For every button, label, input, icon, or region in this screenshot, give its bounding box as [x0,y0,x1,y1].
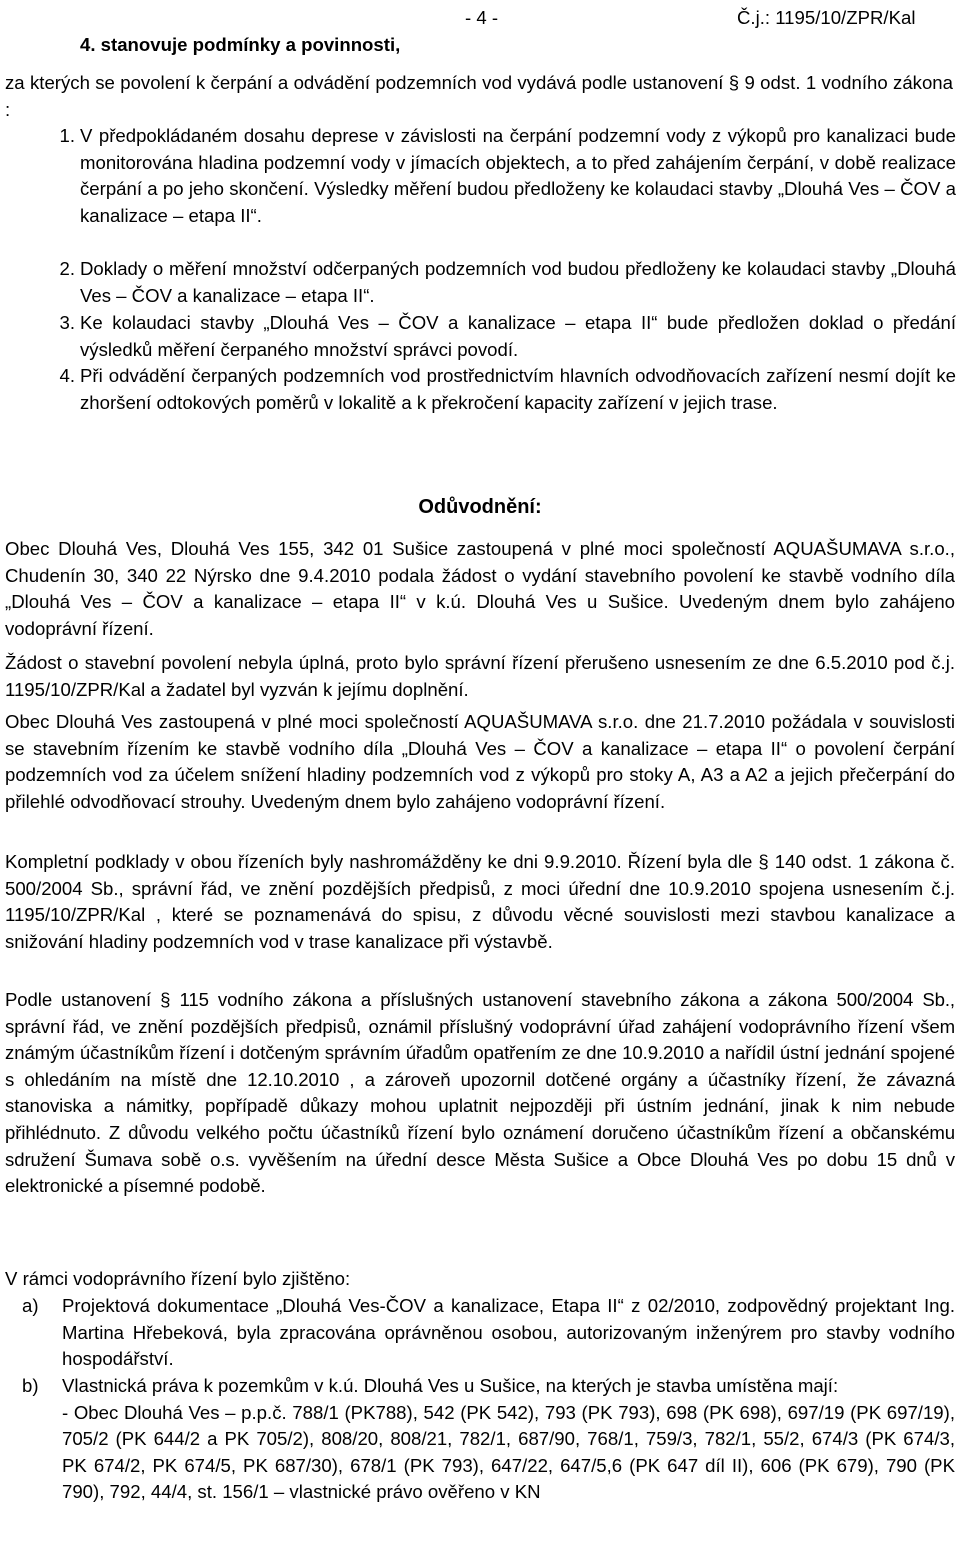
condition-item [59,123,956,229]
finding-label: b) [22,1375,39,1396]
condition-number: 1. [59,125,75,146]
condition-item [59,310,956,363]
justification-paragraph: Kompletní podklady v obou řízeních byly nashromážděny ke dni 9.9.2010. Řízení byla dle § 140 odst. 1 zákona č. 500/2004 Sb., správní řád, ve znění pozdějších předpisů, z moci úřední dne 10.9.2010 spojena usnesením č.j. 1195/10/ZPR/Kal , které se poznamenává do spisu, z důvodu věcné souvislosti mezi stavbou kanalizace a snižování hladiny podzemních vod v trase kanalizace při výstavbě. [5,851,955,952]
condition-number: 2. [59,258,75,279]
condition-number: 3. [59,312,75,333]
condition-text: Při odvádění čerpaných podzemních vod prostřednictvím hlavních odvodňovacích zařízení nesmí dojít ke zhoršení odtokových poměrů v lokalitě a k překročení kapacity zařízení v jejich trase. [80,365,956,413]
condition-number: 4. [59,365,75,386]
justification-paragraph: Žádost o stavební povolení nebyla úplná, proto bylo správní řízení přerušeno usnesením ze dne 6.5.2010 pod č.j. 1195/10/ZPR/Kal a žadatel byl vyzván k jejímu doplnění. [5,652,955,700]
condition-text: Doklady o měření množství odčerpaných podzemních vod budou předloženy ke kolaudaci stavby „Dlouhá Ves – ČOV a kanalizace – etapa II“. [80,258,956,306]
finding-item [22,1373,955,1506]
finding-text: Vlastnická práva k pozemkům v k.ú. Dlouhá Ves u Sušice, na kterých je stavba umístěna mají: [62,1375,839,1396]
condition-item [59,256,956,309]
condition-text: Ke kolaudaci stavby „Dlouhá Ves – ČOV a kanalizace – etapa II“ bude předložen doklad o předání výsledků měření čerpaného množství správci povodí. [80,312,956,360]
justification-paragraph: Obec Dlouhá Ves, Dlouhá Ves 155, 342 01 Sušice zastoupená v plné moci společností AQUAŠUMAVA s.r.o., Chudenín 30, 340 22 Nýrsko dne 9.4.2010 podala žádost o vydání stavebního povolení ke stavbě vodního díla „Dlouhá Ves – ČOV a kanalizace – etapa II“ v k.ú. Dlouhá Ves u Sušice. Uvedeným dnem bylo zahájeno vodoprávní řízení. [5,538,955,639]
parcel-list: - Obec Dlouhá Ves – p.p.č. 788/1 (PK788), 542 (PK 542), 793 (PK 793), 698 (PK 698), 697/19 (PK 697/19), 705/2 (PK 644/2 a PK 705/2), 808/20, 808/21, 782/1, 687/90, 768/1, 759/3, 782/1, 55/2, 674/3 (PK 674/3, PK 674/2, PK 674/5, PK 687/30), 678/1 (PK 793), 647/22, 647/5,6 (PK 647 díl II), 606 (PK 679), 790 (PK 790), 792, 44/4, st. 156/1 – vlastnické právo ověřeno v KN [62,1401,955,1503]
justification-paragraph: Obec Dlouhá Ves zastoupená v plné moci společností AQUAŠUMAVA s.r.o. dne 21.7.2010 požádala v souvislosti se stavebním řízením ke stavbě vodního díla „Dlouhá Ves – ČOV a kanalizace – etapa II“ o povolení čerpání podzemních vod za účelem snížení hladiny podzemních vod z výkopů pro stoky A, A3 a A2 a jejich přečerpání do přilehlé odvodňovací strouhy. Uvedeným dnem bylo zahájeno vodoprávní řízení. [5,711,955,812]
finding-text: Projektová dokumentace „Dlouhá Ves-ČOV a kanalizace, Etapa II“ z 02/2010, zodpovědný projektant Ing. Martina Hřebeková, byla zpracována oprávněnou osobou, autorizovaným inženýrem pro stavby vodního hospodářství. [62,1295,955,1370]
reference-number: Č.j.: 1195/10/ZPR/Kal [737,7,916,28]
finding-item [22,1293,955,1373]
finding-label: a) [22,1295,39,1316]
condition-text: V předpokládaném dosahu deprese v závislosti na čerpání podzemní vody z výkopů pro kanalizaci bude monitorována hladina podzemní vody v jímacích objektech, a to před zahájením čerpání, v době realizace čerpání a po jeho skončení. Výsledky měření budou předloženy ke kolaudaci stavby „Dlouhá Ves – ČOV a kanalizace – etapa II“. [80,125,956,226]
intro-paragraph: za kterých se povolení k čerpání a odvádění podzemních vod vydává podle ustanovení § 9 odst. 1 vodního zákona : [5,72,953,120]
justification-title: Odůvodnění: [418,496,542,518]
condition-item [59,363,956,416]
findings-intro: V rámci vodoprávního řízení bylo zjištěno: [5,1268,351,1289]
section-heading: 4. stanovuje podmínky a povinnosti, [80,34,401,55]
justification-paragraph: Podle ustanovení § 115 vodního zákona a příslušných ustanovení stavebního zákona a zákona 500/2004 Sb., správní řád, ve znění pozdějších předpisů, oznámil příslušný vodoprávní úřad zahájení vodoprávního řízení všem známým účastníkům řízení i dotčeným správním úřadům opatřením ze dne 10.9.2010 a nařídil ústní jednání spojené s ohledáním na místě dne 12.10.2010 , a zároveň upozornil dotčené orgány a účastníky řízení, že závazná stanoviska a námitky, popřípadě důkazy mohou uplatnit nejpozději při ústním jednání, jinak k nim nebude přihlédnuto. Z důvodu velkého počtu účastníků řízení bylo oznámení doručeno účastníkům řízení a občanskému sdružení Šumava sobě o.s. vyvěšením na úřední desce Města Sušice a Obce Dlouhá Ves po dobu 15 dnů v elektronické a písemné podobě. [5,989,955,1197]
page-number: - 4 - [465,7,499,28]
